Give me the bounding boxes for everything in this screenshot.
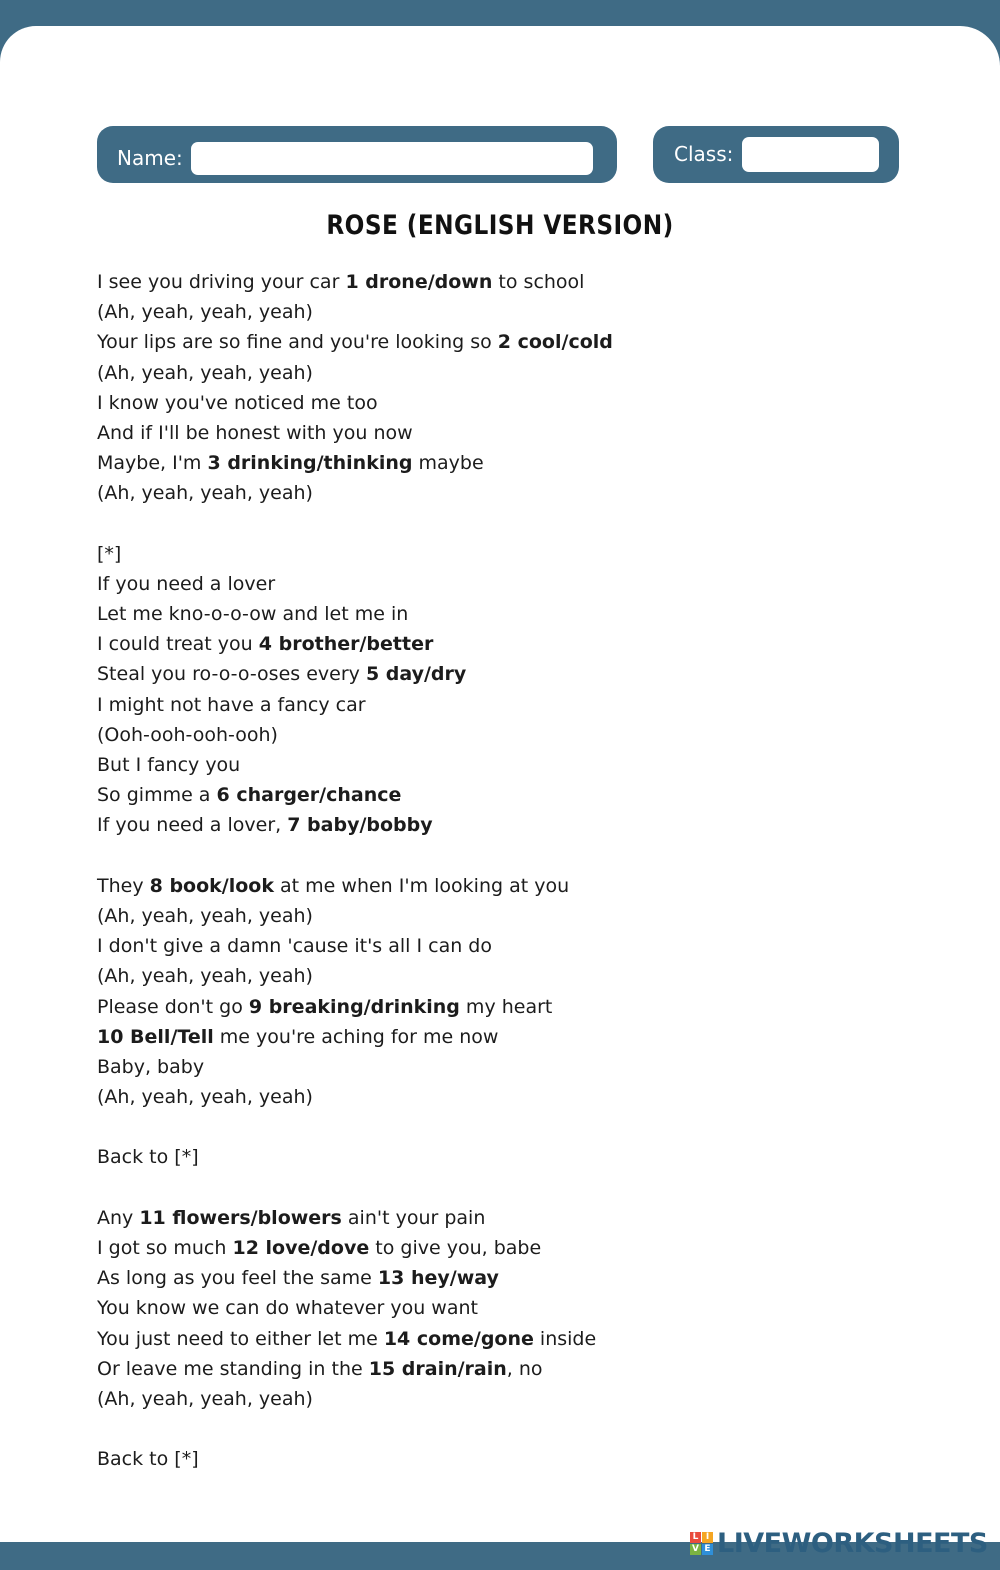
lyric-line [97, 1263, 917, 1293]
lyric-line [97, 569, 917, 599]
lyric-line [97, 478, 917, 508]
lyric-text: (Ah, yeah, yeah, yeah) [97, 1387, 313, 1410]
lyric-line [97, 418, 917, 448]
lyric-line [97, 810, 917, 840]
blank-line [97, 509, 917, 539]
blank-option: 11 flowers/blowers [139, 1206, 342, 1229]
lyric-text: I don't give a damn 'cause it's all I can do [97, 935, 492, 958]
lyric-line [97, 871, 917, 901]
lyric-line [97, 780, 917, 810]
lyric-line [97, 961, 917, 991]
worksheet-title: ROSE (ENGLISH VERSION) [326, 210, 674, 241]
blank-option: 5 day/dry [365, 663, 467, 686]
lyric-line [97, 267, 917, 297]
lyric-text: They [97, 874, 150, 897]
blank-line [97, 1414, 917, 1444]
lyric-text: Any [97, 1206, 140, 1229]
class-label: Class: [674, 142, 734, 166]
lyric-text: You just need to either let me [97, 1327, 384, 1350]
lyric-line [97, 901, 917, 931]
lyric-text: (Ah, yeah, yeah, yeah) [97, 301, 313, 324]
blank-option: 15 drain/rain [368, 1357, 507, 1380]
lyric-text: (Ah, yeah, yeah, yeah) [97, 1086, 313, 1109]
blank-option: 4 brother/better [258, 633, 434, 656]
blank-option: 2 cool/cold [497, 331, 613, 354]
blank-option: 8 book/look [149, 874, 274, 897]
class-panel [653, 126, 899, 183]
lyric-text: (Ah, yeah, yeah, yeah) [97, 482, 313, 505]
lyric-text: to give you, babe [369, 1237, 542, 1259]
lyric-line [97, 327, 917, 357]
lyric-line [97, 448, 917, 478]
lyric-text: I could treat you [97, 633, 259, 656]
lyric-text: Back to [*] [97, 1448, 199, 1471]
lyric-text: Steal you ro-o-o-oses every [97, 663, 366, 686]
blank-option: 3 drinking/thinking [207, 452, 413, 475]
lyric-text: If you need a lover, [97, 814, 288, 837]
lyric-line [97, 1233, 917, 1263]
lyric-text: I might not have a fancy car [97, 693, 366, 716]
lyric-line [97, 1324, 917, 1354]
lyric-text: me you're aching for me now [213, 1025, 499, 1048]
blank-option: 1 drone/down [345, 271, 493, 293]
lyric-line [97, 1354, 917, 1384]
lyrics-body [97, 267, 917, 1475]
lyric-line [97, 720, 917, 750]
blank-line [97, 841, 917, 871]
logo-mark-icon [690, 1532, 713, 1555]
name-label: Name: [117, 146, 183, 170]
blank-option: 9 breaking/drinking [248, 995, 460, 1018]
logo-text: LIVEWORKSHEETS [717, 1527, 988, 1559]
lyric-line [97, 1022, 917, 1052]
blank-option: 12 love/dove [232, 1237, 370, 1259]
blank-line [97, 1173, 917, 1203]
lyric-line [97, 750, 917, 780]
lyric-text: I see you driving your car [97, 271, 346, 293]
lyric-line [97, 992, 917, 1022]
lyric-line [97, 1082, 917, 1112]
logo-letter-tile: V [690, 1544, 701, 1555]
lyric-line [97, 358, 917, 388]
lyric-text: Back to [*] [97, 1146, 199, 1169]
lyric-text: So gimme a [97, 784, 217, 807]
name-input[interactable] [191, 142, 593, 175]
lyric-text: maybe [412, 452, 484, 475]
lyric-line [97, 539, 917, 569]
lyric-text: (Ah, yeah, yeah, yeah) [97, 904, 313, 927]
lyric-text: As long as you feel the same [97, 1267, 378, 1290]
lyric-text: And if I'll be honest with you now [97, 421, 413, 444]
logo-letter-tile: I [702, 1532, 713, 1543]
lyric-text: [*] [97, 542, 122, 565]
lyric-line [97, 931, 917, 961]
blank-option: 7 baby/bobby [287, 814, 433, 837]
lyric-text: at me when I'm looking at you [274, 874, 570, 897]
lyric-text: Please don't go [97, 995, 249, 1018]
lyric-text: inside [533, 1327, 597, 1350]
lyric-text: Or leave me standing in the [97, 1357, 369, 1380]
lyric-text: Baby, baby [97, 1055, 205, 1078]
lyric-text: , no [506, 1357, 543, 1380]
class-input[interactable] [742, 137, 879, 172]
lyric-text: I know you've noticed me too [97, 391, 378, 414]
blank-option: 10 Bell/Tell [97, 1025, 214, 1048]
lyric-line [97, 690, 917, 720]
lyric-text: Let me kno-o-o-ow and let me in [97, 603, 409, 626]
liveworksheets-logo [690, 1528, 988, 1558]
blank-line [97, 1112, 917, 1142]
lyric-text: (Ah, yeah, yeah, yeah) [97, 361, 313, 384]
name-panel [97, 126, 617, 183]
blank-option: 6 charger/chance [216, 784, 402, 807]
lyric-line [97, 388, 917, 418]
lyric-line [97, 659, 917, 689]
logo-letter-tile: E [702, 1544, 713, 1555]
lyric-line [97, 629, 917, 659]
blank-option: 14 come/gone [383, 1327, 534, 1350]
logo-letter-tile: L [690, 1532, 701, 1543]
lyric-line [97, 599, 917, 629]
lyric-text: my heart [459, 995, 553, 1018]
lyric-text: Your lips are so fine and you're looking so [97, 331, 498, 354]
lyric-text: Maybe, I'm [97, 452, 208, 475]
lyric-text: ain't your pain [341, 1206, 486, 1229]
lyric-line [97, 1203, 917, 1233]
lyric-line [97, 1052, 917, 1082]
blank-option: 13 hey/way [377, 1267, 499, 1290]
lyric-text: to school [492, 271, 585, 293]
lyric-text: I got so much [97, 1237, 233, 1259]
lyric-text: If you need a lover [97, 572, 276, 595]
lyric-text: You know we can do whatever you want [97, 1297, 478, 1320]
lyric-text: (Ooh-ooh-ooh-ooh) [97, 723, 278, 746]
lyric-text: (Ah, yeah, yeah, yeah) [97, 965, 313, 988]
lyric-line [97, 1384, 917, 1414]
lyric-line [97, 1444, 917, 1474]
lyric-line [97, 1293, 917, 1323]
lyric-line [97, 1142, 917, 1172]
lyric-text: But I fancy you [97, 754, 241, 776]
worksheet-page [0, 26, 1000, 1542]
lyric-line [97, 297, 917, 327]
